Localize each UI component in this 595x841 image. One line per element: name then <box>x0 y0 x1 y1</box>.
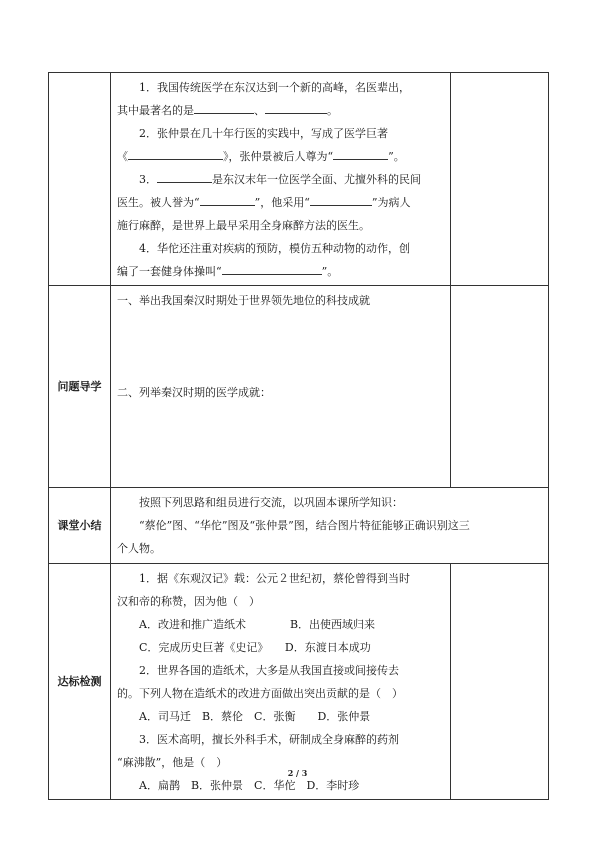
check-q2-line2: 的。下列人物在造纸术的改进方面做出突出贡献的是（ ） <box>117 687 403 700</box>
check-content-cell <box>111 564 451 800</box>
answer-blank[interactable] <box>157 168 212 183</box>
page-number: 2 / 3 <box>287 768 308 778</box>
guide-label: 问题导学 <box>49 286 111 488</box>
review-q3-line3: 施行麻醉，是世界上最早采用全身麻醉方法的医生。 <box>117 219 370 232</box>
summary-line-1: 按照下列思路和组员进行交流，以巩固本课所学知识： <box>139 496 403 509</box>
answer-blank[interactable] <box>200 191 255 206</box>
review-row <box>49 73 549 286</box>
summary-line-3: 个人物。 <box>117 542 161 555</box>
answer-blank[interactable] <box>333 145 388 160</box>
check-q2-options: A．司马迁 B．蔡伦 C．张衡 D．张仲景 <box>139 710 371 723</box>
answer-blank[interactable] <box>265 99 327 114</box>
check-q3-line2: “麻沸散”，他是（ ） <box>117 756 228 769</box>
check-q2-line1: 2．世界各国的造纸术，大多是从我国直接或间接传去 <box>139 664 399 677</box>
notes-cell <box>451 286 549 488</box>
notes-cell <box>451 564 549 800</box>
guide-row <box>49 286 549 488</box>
check-q1-line2: 汉和帝的称赞，因为他（ ） <box>117 595 260 608</box>
guide-content-cell <box>111 286 451 488</box>
review-q1-line1: 1．我国传统医学在东汉达到一个新的高峰，名医辈出， <box>139 81 410 94</box>
check-q1-options-cd: C．完成历史巨著《史记》 D．东渡日本成功 <box>139 641 371 654</box>
check-q3-options: A．扁鹊 B．张仲景 C．华佗 D．李时珍 <box>139 779 360 792</box>
answer-blank[interactable] <box>222 260 322 275</box>
summary-content-cell <box>111 488 549 564</box>
review-q3-line1: 3． 是东汉末年一位医学全面、尤擅外科的民间 <box>117 168 444 191</box>
review-q2-line2: 《 》，张仲景被后人尊为“ ”。 <box>117 145 444 168</box>
answer-blank[interactable] <box>194 99 254 114</box>
guide-item-1: 一、举出我国秦汉时期处于世界领先地位的科技成就 <box>117 294 370 307</box>
summary-label: 课堂小结 <box>49 488 111 564</box>
check-q3-line1: 3．医术高明，擅长外科手术，研制成全身麻醉的药剂 <box>139 733 399 746</box>
review-q2-line1: 2．张仲景在几十年行医的实践中，写成了医学巨著 <box>139 127 388 140</box>
check-q1-options-ab: A．改进和推广造纸术 B．出使西域归来 <box>139 618 376 631</box>
review-label-cell <box>49 73 111 286</box>
lesson-table <box>48 72 549 800</box>
notes-cell <box>451 73 549 286</box>
check-row <box>49 564 549 800</box>
check-label: 达标检测 <box>49 564 111 800</box>
check-q1-line1: 1．据《东观汉记》载：公元２世纪初，蔡伦曾得到当时 <box>139 572 410 585</box>
summary-line-2: “蔡伦”图、“华佗”图及“张仲景”图，结合图片特征能够正确识别这三 <box>139 519 470 532</box>
review-q4-line1: 4．华佗还注重对疾病的预防，模仿五种动物的动作，创 <box>139 242 410 255</box>
review-content-cell <box>111 73 451 286</box>
summary-row <box>49 488 549 564</box>
review-q1-line2: 其中最著名的是 、 。 <box>117 99 444 122</box>
answer-blank[interactable] <box>128 145 223 160</box>
review-q4-line2: 编了一套健身体操叫“ ”。 <box>117 260 444 283</box>
review-q3-line2: 医生。被人誉为“ ”，他采用“ ”为病人 <box>117 191 444 214</box>
answer-blank[interactable] <box>310 191 372 206</box>
guide-item-2: 二、列举秦汉时期的医学成就： <box>117 386 271 399</box>
